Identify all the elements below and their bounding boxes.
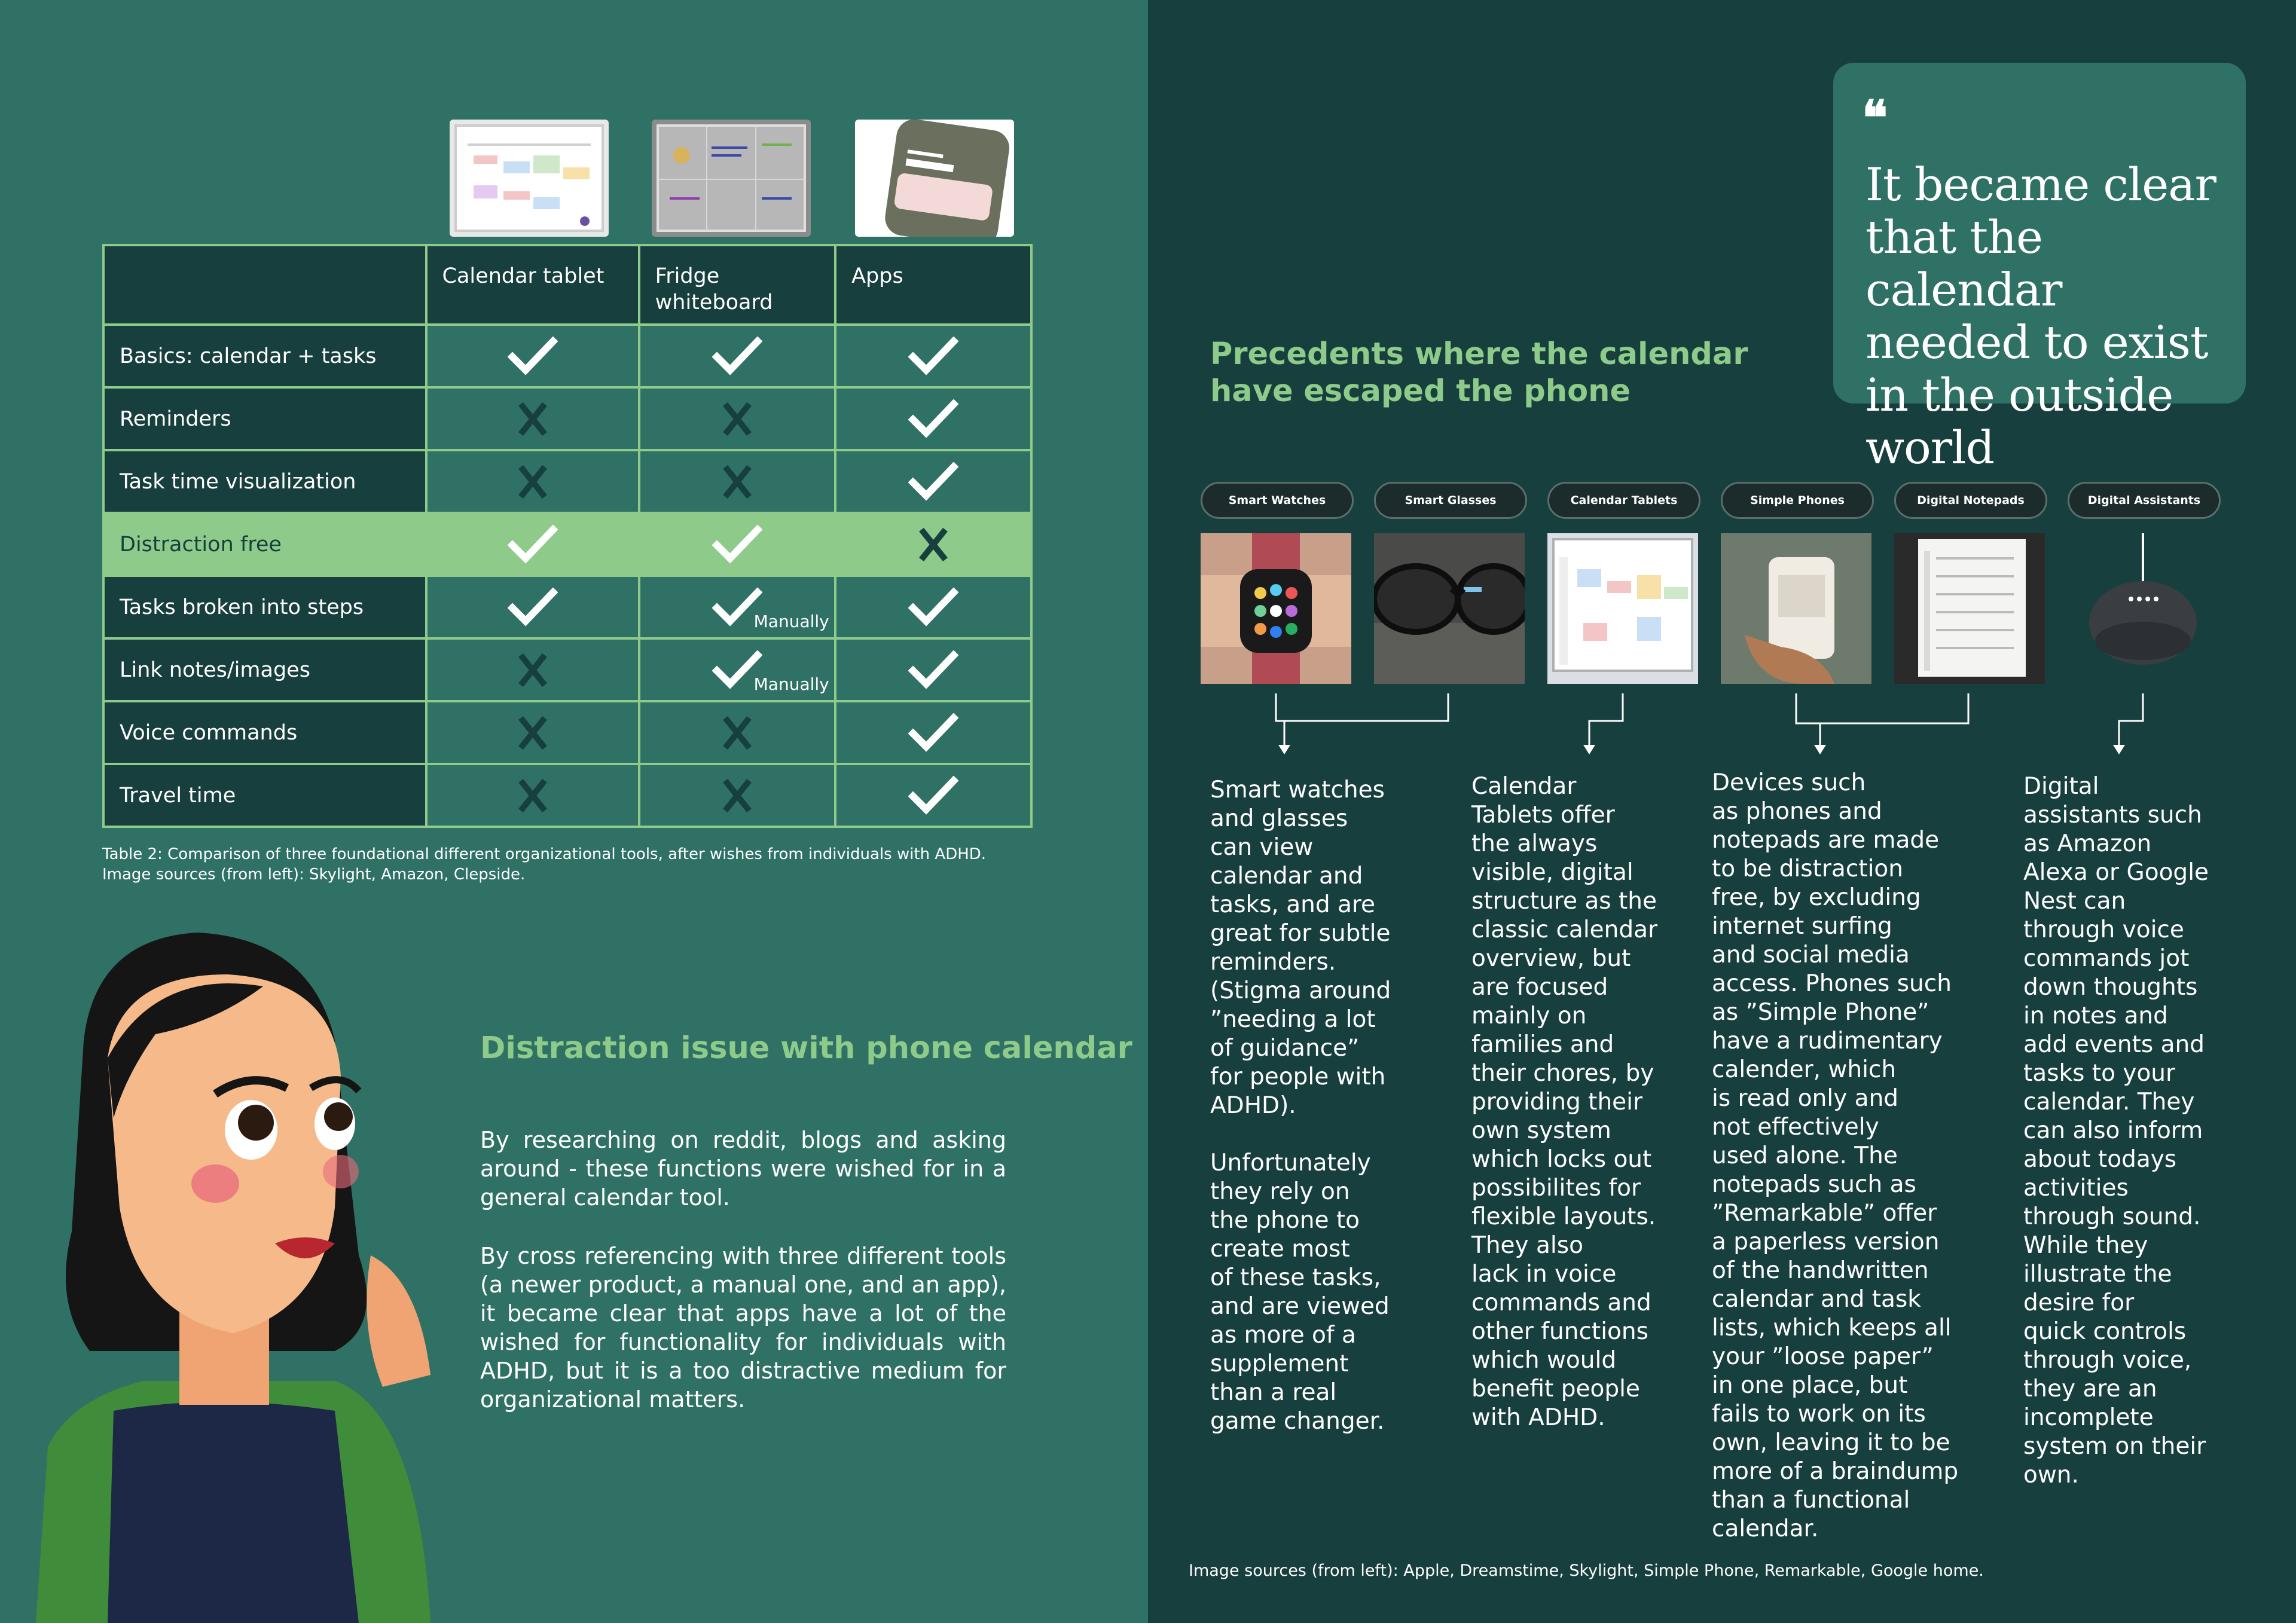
smart-glasses-photo	[1374, 533, 1525, 684]
row-label: Voice commands	[103, 701, 426, 764]
cross-icon	[639, 387, 835, 450]
cross-icon	[426, 387, 639, 450]
row-label: Link notes/images	[103, 638, 426, 701]
comparison-table	[102, 244, 1033, 828]
row-label: Tasks broken into steps	[103, 576, 426, 638]
cross-icon	[639, 450, 835, 513]
precedents-heading: Precedents where the calendar have escaped the phone	[1210, 337, 1748, 409]
check-icon	[835, 576, 1031, 638]
digital-assistant-photo	[2068, 533, 2218, 684]
fridge-whiteboard-thumbnail	[652, 120, 811, 237]
cross-icon	[426, 638, 639, 701]
table-header-row	[103, 245, 1031, 325]
text-column-calendar-tablets: Calendar Tablets offer the always visible, digital structure as the classic calendar overview, but are focused mainly on families and their chores, by providing their own system which locks out possibilites for flexible layouts. They also lack in voice commands and other functions which would benefit people with ADHD.	[1471, 773, 1658, 1431]
calendar-tablet-photo	[1547, 533, 1698, 684]
row-label: Travel time	[103, 764, 426, 827]
cross-icon	[426, 701, 639, 764]
smartwatch-photo	[1201, 533, 1351, 684]
check-icon	[835, 638, 1031, 701]
apps-thumbnail	[855, 120, 1014, 237]
simple-phone-photo	[1721, 533, 1871, 684]
check-icon	[835, 387, 1031, 450]
table-header-cell: Calendar tablet	[426, 245, 639, 325]
quote-box	[1833, 63, 2246, 474]
cross-reference-paragraph: By cross referencing with three different tools (a newer product, a manual one, and an app), it became clear that apps have a lot of the wished for functionality for individuals with ADHD, but it is a too distractive medium for organizational matters.	[480, 1243, 1006, 1413]
text-column-watches-glasses: Smart watches and glasses can view calendar and tasks, and are great for subtle reminders. (Stigma around ”needing a lot of guidance” for people with ADHD). Unfortunately they rely on the phone to create most of these tasks, and are viewed as more of a supplement than a real game changer.	[1210, 777, 1391, 1435]
table-row	[103, 576, 1031, 638]
table-row	[103, 513, 1031, 576]
table-row	[103, 325, 1031, 387]
table-caption: Table 2: Comparison of three foundational different organizational tools, after wishes from individuals with ADHD. Image sources (from left): Skylight, Amazon, Clepside.	[102, 845, 987, 884]
quote-text: It became clear that the calendar needed to exist in the outside world	[1866, 158, 2216, 474]
quote-icon: ❝	[1862, 90, 1888, 146]
table-row	[103, 701, 1031, 764]
check-icon	[639, 638, 835, 701]
connector-arrows	[1148, 687, 2296, 759]
device-label: Smart Watches	[1201, 482, 1354, 519]
image-sources-caption: Image sources (from left): Apple, Dreamstime, Skylight, Simple Phone, Remarkable, Google home.	[1189, 1561, 1984, 1580]
device-label: Digital Assistants	[2068, 482, 2221, 519]
device-label: Digital Notepads	[1894, 482, 2047, 519]
device-label: Calendar Tablets	[1547, 482, 1700, 519]
table-header-cell: Fridge whiteboard	[639, 245, 835, 325]
calendar-tablet-thumbnail	[450, 120, 609, 237]
check-icon	[639, 576, 835, 638]
row-label: Basics: calendar + tasks	[103, 325, 426, 387]
row-label: Task time visualization	[103, 450, 426, 513]
cross-icon	[639, 764, 835, 827]
check-icon	[835, 764, 1031, 827]
cell-note: Manually	[753, 612, 829, 631]
device-label: Smart Glasses	[1374, 482, 1527, 519]
table-header-cell	[103, 245, 426, 325]
check-icon	[639, 513, 835, 576]
check-icon	[639, 325, 835, 387]
check-icon	[835, 325, 1031, 387]
row-label: Reminders	[103, 387, 426, 450]
cross-icon	[426, 450, 639, 513]
check-icon	[426, 325, 639, 387]
distraction-heading: Distraction issue with phone calendar	[480, 1031, 1132, 1066]
check-icon	[835, 450, 1031, 513]
research-paragraph: By researching on reddit, blogs and asking around - these functions were wished for in a general calendar tool.	[480, 1127, 1006, 1211]
right-page	[1148, 0, 2296, 1623]
device-label: Simple Phones	[1721, 482, 1874, 519]
row-label: Distraction free	[103, 513, 426, 576]
check-icon	[426, 513, 639, 576]
check-icon	[835, 701, 1031, 764]
table-header-cell: Apps	[835, 245, 1031, 325]
table-row	[103, 764, 1031, 827]
cross-icon	[835, 513, 1031, 576]
text-column-digital-assistants: Digital assistants such as Amazon Alexa or Google Nest can through voice commands jot down thoughts in notes and add events and tasks to your calendar. They can also inform about todays activities through sound. While they illustrate the desire for quick controls through voice, they are an incomplete system on their own.	[2023, 773, 2209, 1488]
table-row	[103, 638, 1031, 701]
thinking-woman-illustration	[0, 921, 478, 1623]
table-row	[103, 387, 1031, 450]
cell-note: Manually	[753, 674, 829, 694]
digital-notepad-photo	[1894, 533, 2045, 684]
cross-icon	[639, 701, 835, 764]
cross-icon	[426, 764, 639, 827]
check-icon	[426, 576, 639, 638]
text-column-phones-notepads: Devices such as phones and notepads are made to be distraction free, by excluding internet surfing and social media access. Phones such as ”Simple Phone” have a rudimentary calender, which is read only and not effectively used alone. The notepads such as ”Remarkable” offer a paperless version of the handwritten calendar and task lists, which keeps all your ”loose paper” in one place, but fails to work on its own, leaving it to be more of a braindump than a functional calendar.	[1712, 769, 1959, 1542]
table-row	[103, 450, 1031, 513]
